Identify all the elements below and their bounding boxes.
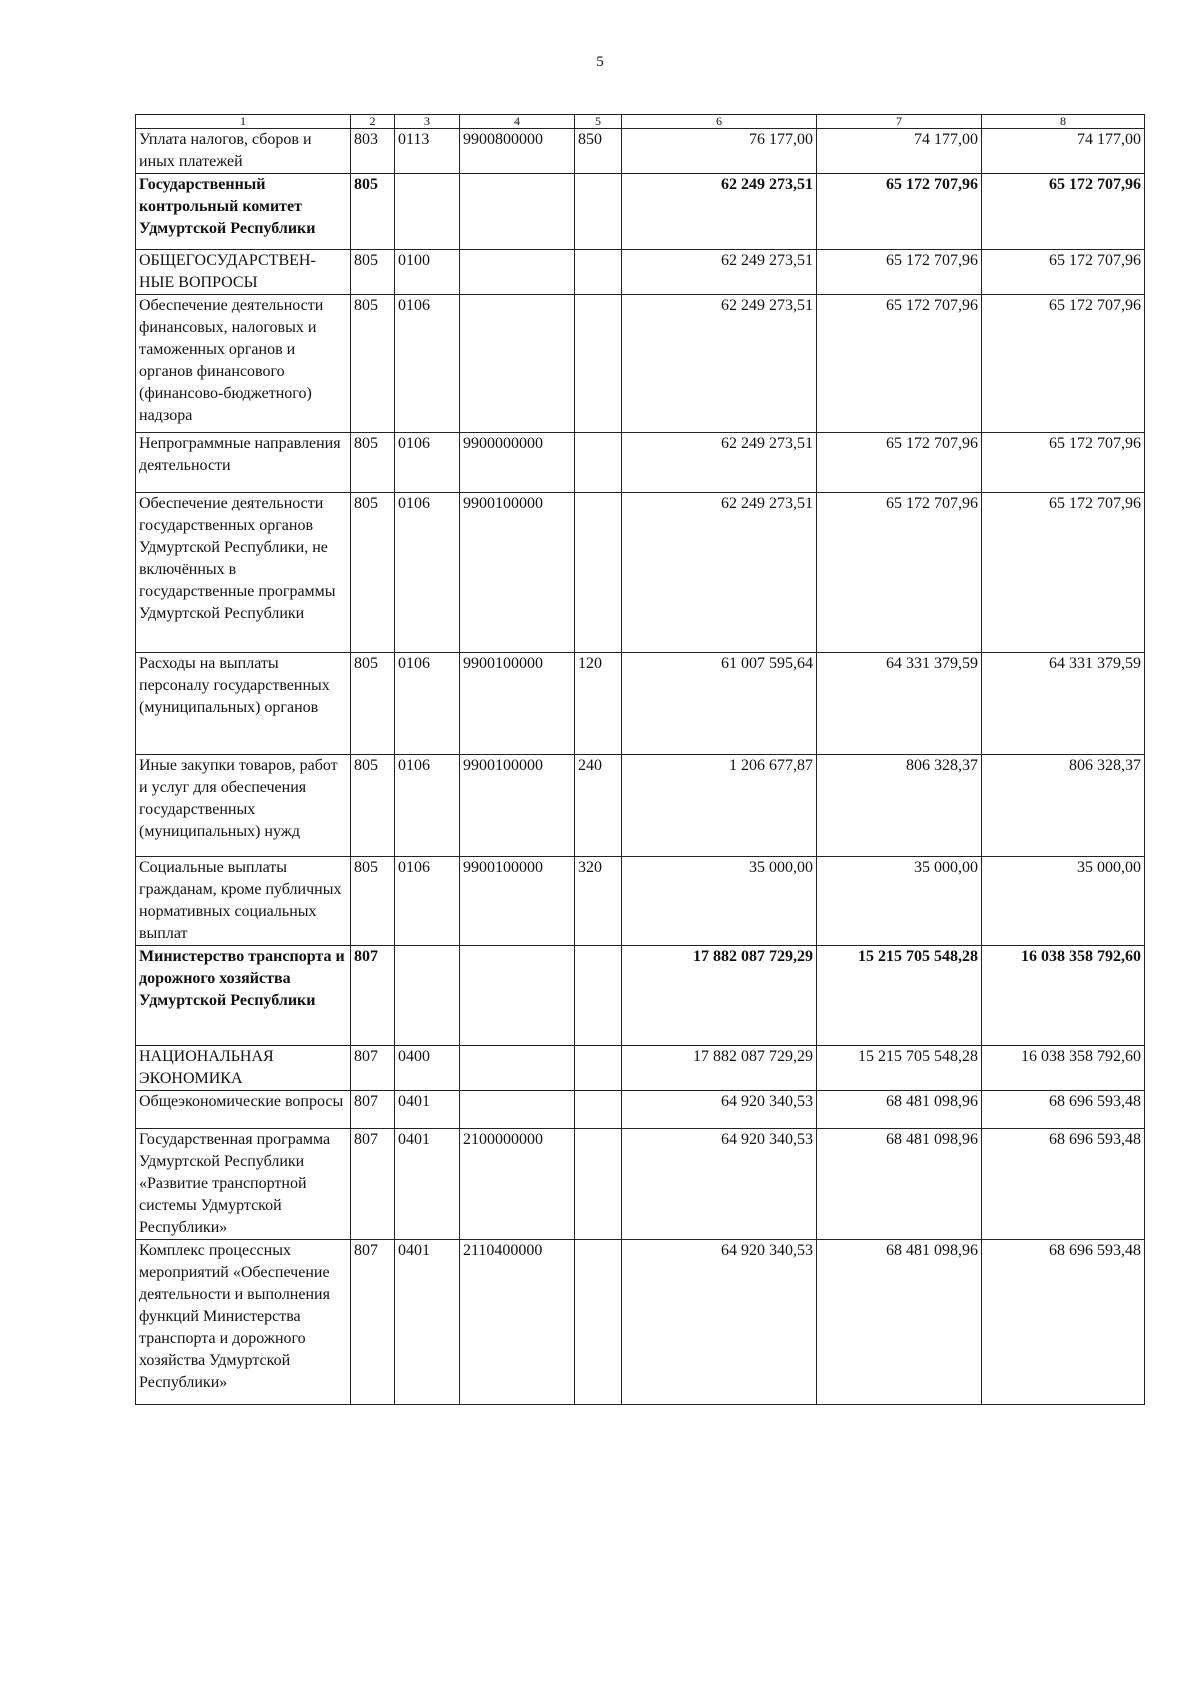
amount-col-6: 62 249 273,51 [622, 174, 817, 250]
column-number: 4 [460, 115, 575, 129]
table-row [136, 946, 1145, 1046]
section-code: 0113 [395, 129, 460, 174]
ministry-code: 807 [351, 946, 395, 1046]
amount-col-8: 64 331 379,59 [982, 653, 1145, 755]
amount-col-8: 65 172 707,96 [982, 433, 1145, 493]
ministry-code: 805 [351, 857, 395, 946]
expense-type-code [575, 295, 622, 433]
table-row [136, 129, 1145, 174]
table-row [136, 493, 1145, 653]
section-code: 0400 [395, 1046, 460, 1091]
ministry-code: 807 [351, 1240, 395, 1405]
target-article-code: 9900000000 [460, 433, 575, 493]
amount-col-6: 17 882 087 729,29 [622, 1046, 817, 1091]
amount-col-8: 68 696 593,48 [982, 1129, 1145, 1240]
row-name: Социальные выплаты гражданам, кроме публичных нормативных социальных выплат [136, 857, 351, 946]
amount-col-8: 68 696 593,48 [982, 1091, 1145, 1129]
amount-col-6: 64 920 340,53 [622, 1091, 817, 1129]
amount-col-7: 15 215 705 548,28 [817, 946, 982, 1046]
table-row [136, 433, 1145, 493]
target-article-code [460, 946, 575, 1046]
section-code: 0106 [395, 653, 460, 755]
amount-col-8: 65 172 707,96 [982, 250, 1145, 295]
amount-col-7: 64 331 379,59 [817, 653, 982, 755]
section-code [395, 946, 460, 1046]
expense-type-code [575, 1046, 622, 1091]
column-number: 2 [351, 115, 395, 129]
amount-col-8: 16 038 358 792,60 [982, 946, 1145, 1046]
amount-col-8: 16 038 358 792,60 [982, 1046, 1145, 1091]
expense-type-code [575, 493, 622, 653]
row-name: Иные закупки товаров, работ и услуг для обеспечения государственных (муниципальных) нужд [136, 755, 351, 857]
target-article-code [460, 250, 575, 295]
amount-col-6: 1 206 677,87 [622, 755, 817, 857]
table-row [136, 1240, 1145, 1405]
amount-col-6: 62 249 273,51 [622, 433, 817, 493]
row-name: НАЦИОНАЛЬНАЯ ЭКОНОМИКА [136, 1046, 351, 1091]
column-number: 6 [622, 115, 817, 129]
target-article-code: 9900100000 [460, 755, 575, 857]
column-number: 5 [575, 115, 622, 129]
ministry-code: 807 [351, 1046, 395, 1091]
budget-table [135, 114, 1145, 1405]
target-article-code: 9900100000 [460, 653, 575, 755]
amount-col-7: 68 481 098,96 [817, 1129, 982, 1240]
table-row [136, 755, 1145, 857]
ministry-code: 805 [351, 493, 395, 653]
amount-col-8: 65 172 707,96 [982, 493, 1145, 653]
amount-col-8: 806 328,37 [982, 755, 1145, 857]
expense-type-code [575, 250, 622, 295]
amount-col-6: 17 882 087 729,29 [622, 946, 817, 1046]
amount-col-6: 61 007 595,64 [622, 653, 817, 755]
section-code: 0106 [395, 755, 460, 857]
column-number: 3 [395, 115, 460, 129]
table-row [136, 174, 1145, 250]
amount-col-8: 65 172 707,96 [982, 174, 1145, 250]
section-code: 0106 [395, 433, 460, 493]
amount-col-7: 65 172 707,96 [817, 174, 982, 250]
amount-col-7: 806 328,37 [817, 755, 982, 857]
target-article-code: 9900100000 [460, 857, 575, 946]
table-row [136, 1046, 1145, 1091]
section-code: 0106 [395, 295, 460, 433]
amount-col-8: 68 696 593,48 [982, 1240, 1145, 1405]
amount-col-6: 62 249 273,51 [622, 250, 817, 295]
amount-col-7: 35 000,00 [817, 857, 982, 946]
ministry-code: 805 [351, 250, 395, 295]
target-article-code [460, 295, 575, 433]
ministry-code: 805 [351, 755, 395, 857]
ministry-code: 805 [351, 174, 395, 250]
row-name: ОБЩЕГОСУДАРСТВЕН-НЫЕ ВОПРОСЫ [136, 250, 351, 295]
section-code: 0106 [395, 493, 460, 653]
page-number: 5 [596, 54, 604, 70]
row-name: Непрограммные направления деятельности [136, 433, 351, 493]
ministry-code: 807 [351, 1091, 395, 1129]
amount-col-6: 35 000,00 [622, 857, 817, 946]
target-article-code: 2110400000 [460, 1240, 575, 1405]
row-name: Министерство транспорта и дорожного хозяйства Удмуртской Республики [136, 946, 351, 1046]
table-row [136, 295, 1145, 433]
amount-col-6: 76 177,00 [622, 129, 817, 174]
amount-col-7: 15 215 705 548,28 [817, 1046, 982, 1091]
target-article-code [460, 1046, 575, 1091]
row-name: Государственный контрольный комитет Удмуртской Республики [136, 174, 351, 250]
expense-type-code [575, 1240, 622, 1405]
table-row [136, 857, 1145, 946]
amount-col-7: 65 172 707,96 [817, 433, 982, 493]
expense-type-code: 240 [575, 755, 622, 857]
amount-col-7: 68 481 098,96 [817, 1091, 982, 1129]
column-number-row [136, 115, 1145, 129]
amount-col-7: 65 172 707,96 [817, 295, 982, 433]
expense-type-code [575, 1091, 622, 1129]
amount-col-7: 74 177,00 [817, 129, 982, 174]
table-row [136, 1091, 1145, 1129]
row-name: Комплекс процессных мероприятий «Обеспечение деятельности и выполнения функций Министерства транспорта и дорожного хозяйства Удмуртской Республики» [136, 1240, 351, 1405]
amount-col-7: 65 172 707,96 [817, 250, 982, 295]
amount-col-7: 65 172 707,96 [817, 493, 982, 653]
column-number: 1 [136, 115, 351, 129]
amount-col-8: 65 172 707,96 [982, 295, 1145, 433]
table-row [136, 250, 1145, 295]
row-name: Расходы на выплаты персоналу государственных (муниципальных) органов [136, 653, 351, 755]
amount-col-6: 64 920 340,53 [622, 1240, 817, 1405]
section-code: 0106 [395, 857, 460, 946]
ministry-code: 805 [351, 653, 395, 755]
expense-type-code [575, 946, 622, 1046]
column-number: 8 [982, 115, 1145, 129]
ministry-code: 807 [351, 1129, 395, 1240]
ministry-code: 805 [351, 433, 395, 493]
row-name: Общеэкономические вопросы [136, 1091, 351, 1129]
section-code: 0401 [395, 1240, 460, 1405]
amount-col-8: 35 000,00 [982, 857, 1145, 946]
expense-type-code: 320 [575, 857, 622, 946]
target-article-code [460, 174, 575, 250]
row-name: Обеспечение деятельности финансовых, налоговых и таможенных органов и органов финансового (финансово-бюджетного) надзора [136, 295, 351, 433]
expense-type-code [575, 174, 622, 250]
row-name: Государственная программа Удмуртской Республики «Развитие транспортной системы Удмуртской Республики» [136, 1129, 351, 1240]
column-number: 7 [817, 115, 982, 129]
table-row [136, 653, 1145, 755]
amount-col-7: 68 481 098,96 [817, 1240, 982, 1405]
expense-type-code: 850 [575, 129, 622, 174]
ministry-code: 805 [351, 295, 395, 433]
amount-col-6: 62 249 273,51 [622, 493, 817, 653]
row-name: Уплата налогов, сборов и иных платежей [136, 129, 351, 174]
section-code: 0401 [395, 1091, 460, 1129]
section-code [395, 174, 460, 250]
section-code: 0100 [395, 250, 460, 295]
table-row [136, 1129, 1145, 1240]
target-article-code: 9900100000 [460, 493, 575, 653]
ministry-code: 803 [351, 129, 395, 174]
expense-type-code [575, 1129, 622, 1240]
target-article-code [460, 1091, 575, 1129]
amount-col-8: 74 177,00 [982, 129, 1145, 174]
section-code: 0401 [395, 1129, 460, 1240]
amount-col-6: 64 920 340,53 [622, 1129, 817, 1240]
row-name: Обеспечение деятельности государственных органов Удмуртской Республики, не включённых в государственные программы Удмуртской Республики [136, 493, 351, 653]
expense-type-code: 120 [575, 653, 622, 755]
target-article-code: 9900800000 [460, 129, 575, 174]
expense-type-code [575, 433, 622, 493]
amount-col-6: 62 249 273,51 [622, 295, 817, 433]
target-article-code: 2100000000 [460, 1129, 575, 1240]
